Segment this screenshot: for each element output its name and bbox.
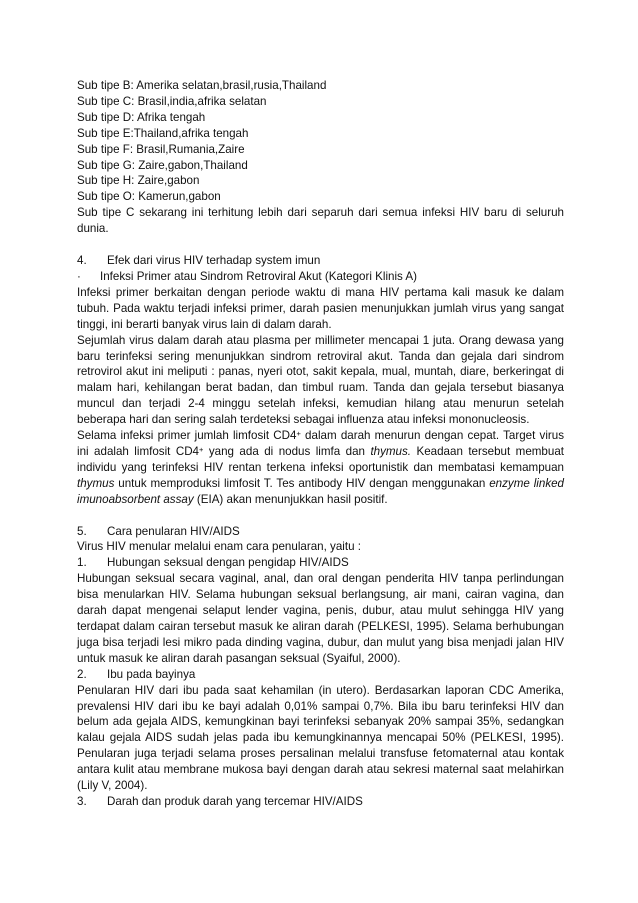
list-item-heading — [77, 667, 564, 683]
text-run: Selama infeksi primer jumlah limfosit CD4 — [77, 429, 297, 443]
spacer — [77, 508, 564, 524]
item-title: Hubungan seksual dengan pengidap HIV/AIDS — [107, 556, 349, 570]
text-run: Keadaan tersebut membuat individu yang terinfeksi HIV rentan terkena infeksi oportunistik dan membatasi kemampuan — [77, 444, 565, 474]
text-run: dalam darah menurun dengan cepat. Target virus ini adalah limfosit CD4 — [77, 429, 565, 458]
superscript: + — [199, 444, 204, 454]
section-number: 4. — [77, 254, 87, 268]
item-number: 1. — [77, 556, 87, 570]
subtype-list — [77, 78, 564, 205]
bullet-item — [77, 269, 564, 285]
bullet-icon: · — [77, 269, 81, 283]
section-title: Cara penularan HIV/AIDS — [107, 524, 240, 538]
list-item-heading — [77, 794, 564, 810]
section-number: 5. — [77, 524, 87, 538]
section-intro: Virus HIV menular melalui enam cara penularan, yaitu : — [77, 540, 361, 554]
subtype-c-note: Sub tipe C sekarang ini terhitung lebih dari separuh dari semua infeksi HIV baru di seluruh dunia. — [77, 206, 564, 236]
paragraph-cd4 — [77, 428, 564, 508]
paragraph: Hubungan seksual secara vaginal, anal, dan oral dengan penderita HIV tanpa perlindungan bisa menularkan HIV. Selama hubungan seksual berlangsung, air mani, cairan vagina, dan darah dapat mengenai selaput lender vagina, penis, dubur, atau mulut sehingga HIV yang terdapat dalam cairan tersebut masuk ke aliran darah (PELKESI, 1995). Selama berhubungan juga bisa terjadi lesi mikro pada dinding vagina, dubur, dan mulut yang bisa menjadi jalan HIV untuk masuk ke aliran darah pasangan seksual (Syaiful, 2000). — [77, 572, 564, 665]
document-page — [77, 78, 564, 810]
item-number: 2. — [77, 667, 87, 681]
text-run: yang ada di nodus limfa dan — [203, 444, 371, 458]
superscript: + — [296, 429, 301, 439]
paragraph: Sejumlah virus dalam darah atau plasma per millimeter mencapai 1 juta. Orang dewasa yang baru terinfeksi sering menunjukkan sindrom retroviral akut. Tanda dan gejala dari sindrom retrovirol akut ini meliputi : panas, nyeri otot, sakit kepala, mual, muntah, diare, berkeringat di malam hari, kehilangan berat badan, dan timbul ruam. Tanda dan gejala tersebut biasanya muncul dan terjadi 2-4 minggu setelah infeksi, kemudian hilang atau menurun setelah beberapa hari dan sering salah terdeteksi sebagai influenza atau infeksi mononucleosis. — [77, 333, 564, 427]
subtype-line: Sub tipe B: Amerika selatan,brasil,rusia,Thailand — [77, 79, 327, 92]
section-4-heading — [77, 253, 564, 269]
subtype-line: Sub tipe E:Thailand,afrika tengah — [77, 126, 249, 140]
section-5-heading — [77, 524, 564, 540]
item-title: Darah dan produk darah yang tercemar HIV/AIDS — [107, 794, 363, 808]
subtype-line: Sub tipe O: Kamerun,gabon — [77, 190, 221, 204]
section-title: Efek dari virus HIV terhadap system imun — [107, 254, 321, 268]
text-run: untuk memproduksi limfosit T. Tes antibody HIV dengan menggunakan — [114, 476, 490, 490]
subtype-line: Sub tipe F: Brasil,Rumania,Zaire — [77, 142, 245, 156]
subtype-line: Sub tipe D: Afrika tengah — [77, 110, 206, 124]
subtype-line: Sub tipe G: Zaire,gabon,Thailand — [77, 158, 248, 172]
italic-term: thymus. — [370, 444, 412, 458]
italic-term: enzyme linked imunoabsorbent assay — [77, 476, 565, 506]
list-item-heading — [77, 555, 564, 571]
italic-term: thymus — [77, 476, 115, 490]
subtype-line: Sub tipe C: Brasil,india,afrika selatan — [77, 94, 267, 108]
text-run: (EIA) akan menunjukkan hasil positif. — [193, 492, 388, 506]
subtype-line: Sub tipe H: Zaire,gabon — [77, 174, 200, 188]
bullet-text: Infeksi Primer atau Sindrom Retroviral Akut (Kategori Klinis A) — [100, 269, 418, 283]
paragraph: Penularan HIV dari ibu pada saat kehamilan (in utero). Berdasarkan laporan CDC Amerika, prevalensi HIV dari ibu ke bayi adalah 0,01% sampai 0,7%. Bila ibu baru terinfeksi HIV dan belum ada gejala AIDS, kemungkinan bayi terinfeksi sebanyak 20% sampai 35%, sedangkan kalau gejala AIDS sudah jelas pada ibu kemungkinannya mencapai 50% (PELKESI, 1995). Penularan juga terjadi selama proses persalinan melalui transfuse fetomaternal atau kontak antara kulit atau membrane mukosa bayi dengan darah atau sekresi maternal saat melahirkan (Lily V, 2004). — [77, 683, 564, 793]
item-number: 3. — [77, 794, 87, 808]
item-title: Ibu pada bayinya — [107, 667, 196, 681]
spacer — [77, 237, 564, 253]
paragraph: Infeksi primer berkaitan dengan periode waktu di mana HIV pertama kali masuk ke dalam tubuh. Pada waktu terjadi infeksi primer, darah pasien menunjukkan jumlah virus yang sangat tinggi, ini berarti banyak virus lain di dalam darah. — [77, 285, 564, 331]
